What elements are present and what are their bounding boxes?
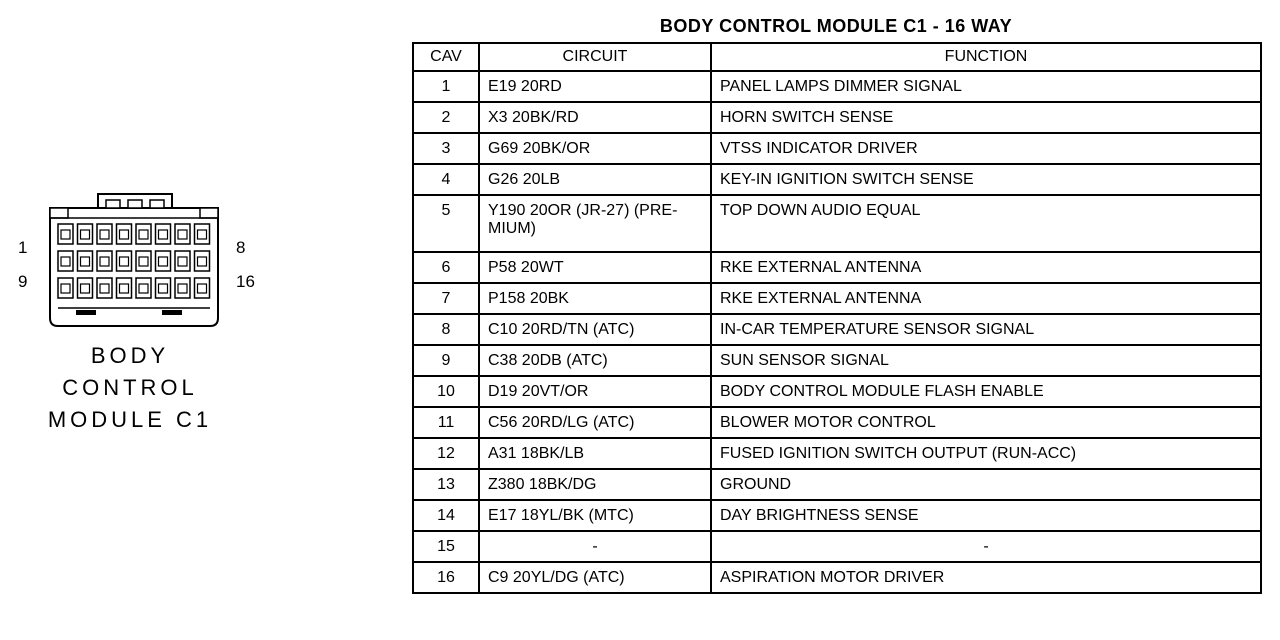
cell-function: RKE EXTERNAL ANTENNA [711, 252, 1261, 283]
cell-circuit: E19 20RD [479, 71, 711, 102]
cell-circuit: X3 20BK/RD [479, 102, 711, 133]
cell-circuit: P158 20BK [479, 283, 711, 314]
table-row [413, 500, 1261, 531]
cell-function: BLOWER MOTOR CONTROL [711, 407, 1261, 438]
table-row [413, 376, 1261, 407]
cell-circuit: - [479, 531, 711, 562]
table-row [413, 438, 1261, 469]
pin-cavity [78, 278, 93, 298]
cell-function: FUSED IGNITION SWITCH OUTPUT (RUN-ACC) [711, 438, 1261, 469]
pin-cavity [97, 278, 112, 298]
cell-cav: 10 [413, 376, 479, 407]
pin-cavity [117, 278, 132, 298]
header-cav: CAV [413, 43, 479, 71]
table-row [413, 133, 1261, 164]
cell-cav: 11 [413, 407, 479, 438]
pin-cavity [78, 224, 93, 244]
table-title: BODY CONTROL MODULE C1 - 16 WAY [659, 16, 1013, 36]
cell-circuit: C38 20DB (ATC) [479, 345, 711, 376]
cell-cav: 14 [413, 500, 479, 531]
cell-function: IN-CAR TEMPERATURE SENSOR SIGNAL [711, 314, 1261, 345]
pin-cavity [175, 278, 190, 298]
pin-label-16: 16 [236, 272, 255, 291]
pin-cavity [195, 251, 210, 271]
table-row [413, 531, 1261, 562]
cell-circuit [479, 195, 711, 252]
table-row [413, 102, 1261, 133]
cell-function: BODY CONTROL MODULE FLASH ENABLE [711, 376, 1261, 407]
cell-cav: 2 [413, 102, 479, 133]
cell-circuit: E17 18YL/BK (MTC) [479, 500, 711, 531]
cell-circuit: P58 20WT [479, 252, 711, 283]
pin-cavity [136, 251, 151, 271]
table-row [413, 164, 1261, 195]
cell-function: HORN SWITCH SENSE [711, 102, 1261, 133]
cell-cav: 13 [413, 469, 479, 500]
cell-function: GROUND [711, 469, 1261, 500]
caption-line: MODULE C1 [47, 407, 213, 432]
pin-cavity [136, 224, 151, 244]
pin-cavity [58, 251, 73, 271]
table-row [413, 469, 1261, 500]
cell-function: - [711, 531, 1261, 562]
pin-cavity [117, 224, 132, 244]
table-row [413, 283, 1261, 314]
cell-cav: 12 [413, 438, 479, 469]
pin-cavity [195, 224, 210, 244]
cell-cav: 5 [413, 195, 479, 252]
cell-function: RKE EXTERNAL ANTENNA [711, 283, 1261, 314]
table-row [413, 195, 1261, 252]
cell-cav: 6 [413, 252, 479, 283]
pin-cavity [195, 278, 210, 298]
cell-circuit: D19 20VT/OR [479, 376, 711, 407]
pin-cavity [156, 278, 171, 298]
pin-label-8: 8 [236, 238, 246, 257]
pinout-table [412, 42, 1262, 594]
cell-circuit: Z380 18BK/DG [479, 469, 711, 500]
cell-cav: 8 [413, 314, 479, 345]
table-header-row [413, 43, 1261, 71]
cell-circuit: C10 20RD/TN (ATC) [479, 314, 711, 345]
cell-function: PANEL LAMPS DIMMER SIGNAL [711, 71, 1261, 102]
cell-function: ASPIRATION MOTOR DRIVER [711, 562, 1261, 593]
cell-function: TOP DOWN AUDIO EQUAL [711, 195, 1261, 252]
pin-cavity [175, 251, 190, 271]
table-row [413, 345, 1261, 376]
pin-label-1: 1 [18, 238, 28, 257]
header-function: FUNCTION [711, 43, 1261, 71]
cell-function: VTSS INDICATOR DRIVER [711, 133, 1261, 164]
caption-line: CONTROL [62, 375, 198, 400]
table-row [413, 407, 1261, 438]
cell-circuit: G26 20LB [479, 164, 711, 195]
cell-circuit-line: Y190 20OR (JR-27) (PRE- [488, 202, 678, 219]
cell-function: DAY BRIGHTNESS SENSE [711, 500, 1261, 531]
cell-cav: 3 [413, 133, 479, 164]
connector-diagram [0, 180, 280, 340]
cell-cav: 9 [413, 345, 479, 376]
pin-cavity [156, 251, 171, 271]
cell-circuit: A31 18BK/LB [479, 438, 711, 469]
cell-circuit: C9 20YL/DG (ATC) [479, 562, 711, 593]
cell-cav: 16 [413, 562, 479, 593]
caption-line: BODY [90, 343, 170, 368]
pinout-table-body [413, 71, 1261, 593]
cell-cav: 1 [413, 71, 479, 102]
table-row [413, 71, 1261, 102]
cell-function: KEY-IN IGNITION SWITCH SENSE [711, 164, 1261, 195]
pin-cavity [117, 251, 132, 271]
table-row [413, 252, 1261, 283]
pin-cavity [97, 251, 112, 271]
cell-function: SUN SENSOR SIGNAL [711, 345, 1261, 376]
cell-circuit: G69 20BK/OR [479, 133, 711, 164]
cell-circuit-line: MIUM) [488, 220, 536, 237]
table-row [413, 562, 1261, 593]
pin-cavity [175, 224, 190, 244]
connector-caption [30, 340, 230, 436]
pin-cavity [156, 224, 171, 244]
pin-cavity [78, 251, 93, 271]
cell-cav: 4 [413, 164, 479, 195]
cell-cav: 7 [413, 283, 479, 314]
cell-cav: 15 [413, 531, 479, 562]
pin-label-9: 9 [18, 272, 28, 291]
pin-cavity [58, 278, 73, 298]
header-circuit: CIRCUIT [479, 43, 711, 71]
table-row [413, 314, 1261, 345]
cell-circuit: C56 20RD/LG (ATC) [479, 407, 711, 438]
pin-cavity [58, 224, 73, 244]
pin-cavity [136, 278, 151, 298]
pin-cavity [97, 224, 112, 244]
